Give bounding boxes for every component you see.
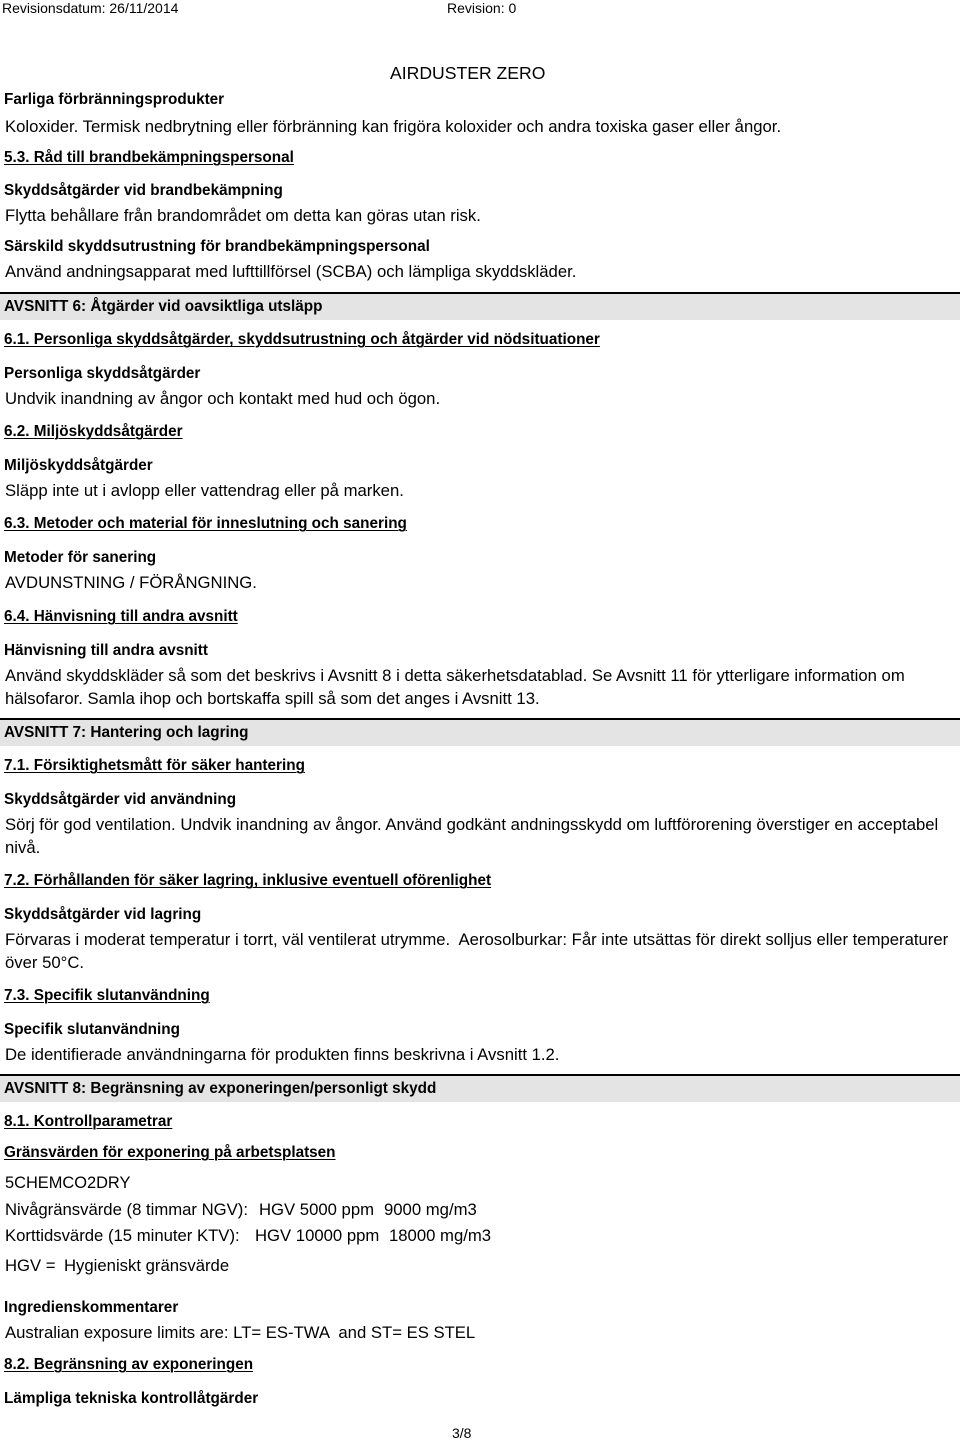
revision-number: Revision: 0 <box>447 0 517 16</box>
subsection-6-1-heading: 6.1. Personliga skyddsåtgärder, skyddsutrustning och åtgärder vid nödsituationer <box>4 331 600 348</box>
abbreviation-definition: Hygieniskt gränsvärde <box>64 1256 230 1275</box>
usage-precautions-text-line-2: nivå. <box>5 838 41 857</box>
other-sections-heading: Hänvisning till andra avsnitt <box>4 642 208 659</box>
firefighting-actions-text: Flytta behållare från brandområdet om detta kan göras utan risk. <box>5 206 481 225</box>
revision-date: Revisionsdatum: 26/11/2014 <box>2 0 179 16</box>
abbreviation-term: HGV = <box>5 1256 56 1275</box>
limit-mg-ngv: 9000 mg/m3 <box>384 1200 477 1219</box>
section-6-title: AVSNITT 6: Åtgärder vid oavsiktliga utsläpp <box>4 298 323 315</box>
subsection-7-2-heading: 7.2. Förhållanden för säker lagring, inklusive eventuell oförenlighet <box>4 872 492 889</box>
specific-end-use-heading: Specifik slutanvändning <box>4 1021 180 1038</box>
section-7-title: AVSNITT 7: Hantering och lagring <box>4 724 249 741</box>
subsection-5-3-heading: 5.3. Råd till brandbekämpningspersonal <box>4 149 294 166</box>
limit-mg-ktv: 18000 mg/m3 <box>389 1226 492 1245</box>
limit-ppm-ngv: HGV 5000 ppm <box>259 1200 375 1219</box>
section-6-bar <box>0 292 960 320</box>
page-number: 3/8 <box>452 1425 472 1441</box>
subsection-6-3-heading: 6.3. Metoder och material för inneslutning och sanering <box>4 515 407 532</box>
subsection-8-1-heading: 8.1. Kontrollparametrar <box>4 1113 173 1130</box>
section-7-bar <box>0 718 960 746</box>
limit-label-ngv: Nivågränsvärde (8 timmar NGV): <box>5 1200 248 1219</box>
limit-label-ktv: Korttidsvärde (15 minuter KTV): <box>5 1226 240 1245</box>
cleanup-methods-heading: Metoder för sanering <box>4 549 157 566</box>
subsection-8-2-heading: 8.2. Begränsning av exponeringen <box>4 1356 254 1373</box>
storage-precautions-text-line-1: Förvaras i moderat temperatur i torrt, väl ventilerat utrymme. Aerosolburkar: Får inte utsättas för direkt solljus eller temperaturer <box>5 930 949 949</box>
section-8-title: AVSNITT 8: Begränsning av exponeringen/personligt skydd <box>4 1080 437 1097</box>
storage-precautions-text-line-2: över 50°C. <box>5 953 85 972</box>
firefighting-actions-heading: Skyddsåtgärder vid brandbekämpning <box>4 182 283 199</box>
substance-name: 5CHEMCO2DRY <box>5 1174 131 1192</box>
environmental-precautions-text: Släpp inte ut i avlopp eller vattendrag eller på marken. <box>5 481 404 500</box>
specific-end-use-text: De identifierade användningarna för produkten finns beskrivna i Avsnitt 1.2. <box>5 1045 560 1064</box>
engineering-controls-heading: Lämpliga tekniska kontrollåtgärder <box>4 1390 259 1407</box>
storage-precautions-heading: Skyddsåtgärder vid lagring <box>4 906 202 923</box>
product-name: AIRDUSTER ZERO <box>390 63 546 83</box>
firefighter-equipment-heading: Särskild skyddsutrustning för brandbekämpningspersonal <box>4 238 430 255</box>
other-sections-text-line-2: hälsofaror. Samla ihop och bortskaffa spill så som det anges i Avsnitt 13. <box>5 689 540 708</box>
limit-ppm-ktv: HGV 10000 ppm <box>255 1226 380 1245</box>
usage-precautions-heading: Skyddsåtgärder vid användning <box>4 791 237 808</box>
subsection-7-3-heading: 7.3. Specifik slutanvändning <box>4 987 210 1004</box>
other-sections-text-line-1: Använd skyddskläder så som det beskrivs i Avsnitt 8 i detta säkerhetsdatablad. Se Avsnitt 11 för ytterligare information om <box>5 666 905 685</box>
firefighter-equipment-text: Använd andningsapparat med lufttillförsel (SCBA) och lämpliga skyddskläder. <box>5 262 577 281</box>
workplace-limits-heading: Gränsvärden för exponering på arbetsplatsen <box>4 1144 336 1161</box>
section-8-bar <box>0 1074 960 1102</box>
personal-precautions-heading: Personliga skyddsåtgärder <box>4 365 201 382</box>
hazardous-combustion-text: Koloxider. Termisk nedbrytning eller förbränning kan frigöra koloxider och andra toxiska gaser eller ångor. <box>5 117 782 136</box>
subsection-6-2-heading: 6.2. Miljöskyddsåtgärder <box>4 423 183 440</box>
personal-precautions-text: Undvik inandning av ångor och kontakt med hud och ögon. <box>5 389 441 408</box>
ingredient-comments-text: Australian exposure limits are: LT= ES-TWA and ST= ES STEL <box>5 1323 476 1342</box>
environmental-precautions-heading: Miljöskyddsåtgärder <box>4 457 153 474</box>
subsection-7-1-heading: 7.1. Försiktighetsmått för säker hantering <box>4 757 305 774</box>
subsection-6-4-heading: 6.4. Hänvisning till andra avsnitt <box>4 608 238 625</box>
ingredient-comments-heading: Ingredienskommentarer <box>4 1299 179 1316</box>
usage-precautions-text-line-1: Sörj för god ventilation. Undvik inandning av ångor. Använd godkänt andningsskydd om luftförorening överstiger en acceptabel <box>5 815 939 834</box>
hazardous-combustion-heading: Farliga förbränningsprodukter <box>4 91 225 108</box>
cleanup-methods-text: AVDUNSTNING / FÖRÅNGNING. <box>5 573 257 592</box>
